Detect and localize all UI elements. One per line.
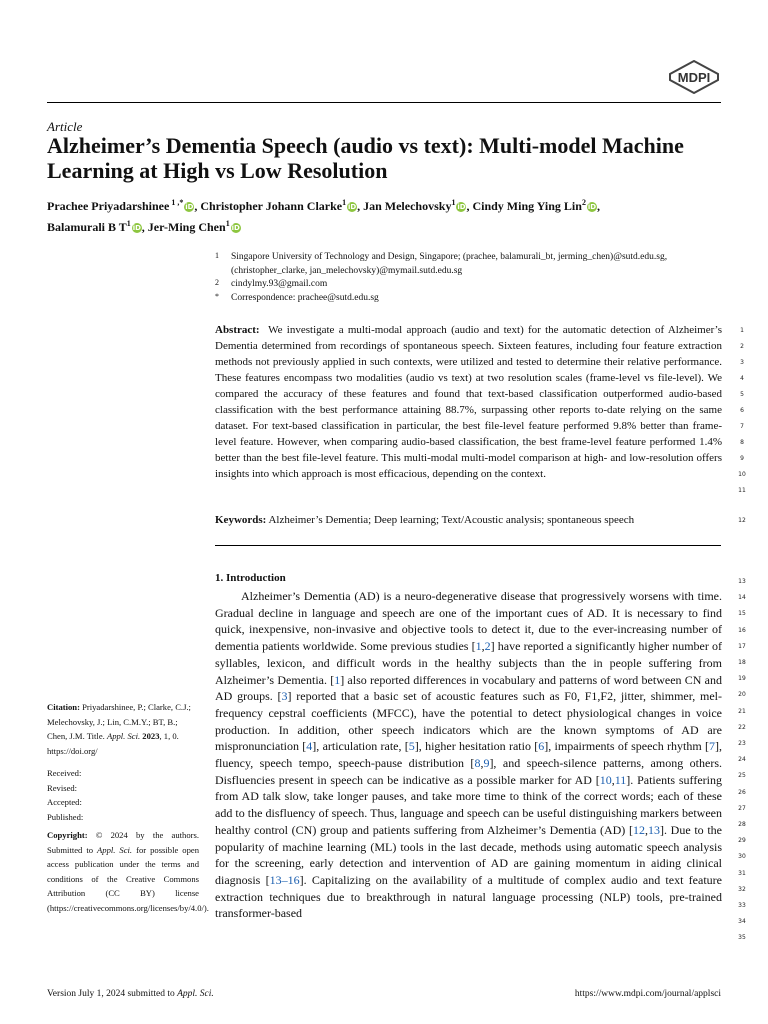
citation-link[interactable]: 13–16: [269, 872, 300, 887]
intro-text: ] reported that a basic set of acoustic features such as F0, F1,F2, jitter, shimmer, mel-frequency cepstral coefficients (MFCC), have the potential to detect physiological changes in voice production. In addition, other speech indicators which are the known symptoms of AD are mispronunciation [: [215, 689, 722, 754]
intro-text: ,: [481, 639, 485, 654]
mdpi-logo-text: MDPI: [677, 70, 711, 85]
affiliations: [215, 251, 725, 305]
article-type: Article: [47, 119, 83, 134]
line-number: 9: [740, 455, 744, 462]
citation-year: 2023: [142, 731, 160, 741]
intro-text: ]. Patients suffering from AD talk slow, take longer pauses, and take more time to think of the correct words; each of these add to the disfluency of speech. Thus, language and speech can be useful distinguishing markers between healthy control (CN) group and patients suffering from Alzheimer’s Dementia (AD) [: [215, 772, 722, 837]
footer-version-text: Version July 1, 2024 submitted to: [47, 989, 175, 999]
line-number: 13: [738, 578, 746, 585]
intro-text: ,: [480, 756, 484, 771]
line-number: 34: [738, 918, 746, 926]
intro-text: ] have reported a significantly higher number of syllables, lexicon, and difficult words in the healthy subjects than the in people suffering from Alzheimer’s Dementia. [: [215, 639, 723, 687]
intro-text: ], higher hesitation ratio [: [414, 739, 539, 754]
citation-link[interactable]: 6: [538, 739, 545, 754]
author-affiliation-marker: 1: [225, 219, 230, 228]
keywords-label: Keywords:: [215, 514, 267, 526]
intro-paragraph: [215, 588, 722, 922]
citation-link[interactable]: 1: [334, 672, 341, 687]
line-number: 30: [738, 853, 746, 861]
date-field: Accepted:: [47, 797, 82, 807]
keywords: [215, 512, 722, 528]
author-name: Balamurali B T: [47, 220, 127, 234]
author-name: Christopher Johann Clarke: [200, 199, 343, 213]
citation-doi-link[interactable]: https://doi.org/: [47, 745, 98, 756]
author-affiliation-marker: 1: [342, 198, 347, 207]
intro-text: ]. Capitalizing on the availability of a multitude of complex audio and text feature extraction techniques due to breakthrough in natural language processing (NLP) tools, pre-trained transformer-based: [215, 872, 722, 921]
citation-link[interactable]: 2: [484, 639, 491, 654]
line-number: 20: [738, 691, 746, 699]
line-number: 11: [738, 487, 746, 494]
footer-version: [47, 989, 214, 999]
author-name: Prachee Priyadarshinee: [47, 199, 170, 213]
citation-link[interactable]: 3: [281, 689, 288, 704]
affiliation-item: [215, 251, 725, 278]
keywords-text: Alzheimer’s Dementia; Deep learning; Text/Acoustic analysis; spontaneous speech: [268, 514, 635, 526]
citation-journal: Appl. Sci.: [106, 731, 141, 741]
author-affiliation-marker: 1: [126, 219, 131, 228]
intro-text: ], articulation rate, [: [312, 739, 409, 754]
line-number: 10: [738, 471, 746, 478]
line-number: 29: [738, 837, 746, 845]
section-heading: 1. Introduction: [215, 572, 286, 584]
paper-title: Alzheimer’s Dementia Speech (audio vs text): Multi-model Machine Learning at High vs Low Resolution: [47, 133, 684, 183]
line-number: 27: [738, 804, 746, 812]
date-field: Revised:: [47, 782, 78, 793]
author-name: Jer-Ming Chen: [147, 220, 226, 234]
affiliation-text: Singapore University of Technology and Design, Singapore; (prachee, balamurali_bt, jerming_chen)@sutd.edu.sg, (christopher_clarke, jan_melechovsky)@mymail.sutd.edu.sg: [231, 252, 668, 276]
line-number: 35: [738, 934, 746, 942]
abstract-label: Abstract:: [215, 324, 260, 336]
affiliation-text: cindylmy.93@gmail.com: [231, 279, 328, 289]
copyright-text: © 2024 by the authors. Submitted to: [47, 830, 199, 855]
citation-link[interactable]: 13: [647, 822, 660, 837]
orcid-icon[interactable]: iD: [457, 203, 466, 211]
line-number: 15: [738, 610, 746, 618]
line-number: 19: [738, 675, 746, 683]
abstract-text: We investigate a multi-modal approach (audio and text) for the automatic detection of Alzheimer’s Dementia determined from recordings of spontaneous speech. Sixteen features, including four feature extraction methods not previously applied in such contexts, were utilized and tested to determine their relative performance. These features encompass two modalities (audio vs text) at two resolution scales (frame-level vs file-level). We compared the accuracy of these features and found that text-based classification outperformed audio-based classification with the best performance attaining 88.7%, surpassing other reports to-date relying on the same dataset. For text-based classification in particular, the best file-level feature performed 9.8% better than frame-level feature. However, when comparing audio-based classification, the best frame-level feature performed 1.4% better than the best file-level feature. This multi-modal multi-model comparison at high- and low-resolution offers insights into which approach is most efficacious, depending on the context.: [215, 324, 722, 480]
intro-text: ]. Due to the popularity of machine learning (ML) tools in the last decade, methods using automatic speech analysis for the screening, early detection and intervention of AD are gaining momentum in aiding clinical diagnosis [: [215, 822, 723, 887]
line-number: 17: [738, 642, 746, 650]
citation-link[interactable]: 9: [483, 756, 490, 771]
citation-link[interactable]: 11: [614, 772, 627, 787]
citation-label: Citation:: [47, 702, 80, 712]
line-number: 4: [740, 375, 744, 382]
intro-text: ], impairments of speech rhythm [: [544, 739, 709, 754]
line-number: 7: [740, 423, 744, 430]
line-number: 22: [738, 723, 746, 731]
line-number: 5: [740, 391, 744, 398]
line-number: 2: [740, 343, 744, 350]
introduction-body: [215, 588, 722, 922]
header-rule: [47, 102, 721, 103]
affiliation-item: [215, 292, 725, 306]
author-affiliation-marker: 2: [581, 198, 586, 207]
intro-text: ] also reported differences in vocabulary and patterns of word between CN and AD groups. [: [215, 672, 722, 704]
orcid-icon[interactable]: iD: [132, 224, 141, 232]
intro-text: ,: [611, 772, 615, 787]
affiliation-text: Correspondence: prachee@sutd.edu.sg: [231, 292, 379, 303]
intro-text: ,: [644, 822, 648, 837]
citation-link[interactable]: 12: [632, 822, 645, 837]
abstract: [215, 322, 722, 482]
citation-link[interactable]: 5: [408, 739, 415, 754]
copyright-box: [47, 828, 209, 915]
citation-text: Priyadarshinee, P.; Clarke, C.J.; Melechovsky, J.; Lin, C.M.Y.; BT, B.; Chen, J.M. Title.: [47, 702, 191, 741]
footer-journal: Appl. Sci.: [177, 989, 214, 999]
line-number: 1: [740, 327, 744, 334]
orcid-icon[interactable]: iD: [185, 203, 194, 211]
citation-link[interactable]: 7: [709, 739, 715, 754]
line-number: 18: [738, 659, 746, 666]
affiliation-marker: 1: [215, 251, 219, 260]
orcid-icon[interactable]: iD: [231, 224, 240, 232]
citation-link[interactable]: 8: [474, 756, 481, 771]
line-number: 8: [740, 439, 744, 446]
intro-text: ], and speech-silence patterns, among others. Disfluencies present in speech can be indicative as a possible marker for AD [: [215, 756, 722, 787]
date-field: Published:: [47, 811, 84, 822]
intro-text: ], fluency, speech tempo, speech-pause distribution [: [215, 739, 722, 771]
author-list: Prachee Priyadarshinee $^{1 ,*}$ iD, Christopher Johann Clarke$^1$ iD, Jan Melechovsky$^1$ iD, Cindy Ming Ying Lin$^2$ iD, Balamurali B $T^1$ iD, Jer-Ming Chen$^1$ iD: [47, 198, 600, 234]
line-number: 3: [740, 359, 744, 366]
line-number: 6: [740, 407, 744, 414]
line-number: 14: [738, 594, 746, 602]
mdpi-logo: [667, 60, 721, 94]
line-number: 24: [738, 756, 746, 764]
section-rule: [215, 545, 721, 546]
line-number: 32: [738, 885, 746, 893]
author-affiliation-marker: 1: [451, 198, 456, 207]
line-number: 23: [738, 740, 746, 747]
copyright-license: for possible open access publication under the terms and conditions of the Creative Commons Attribution (CC BY) license (https://creativecommons.org/licenses/by/4.0/).: [47, 844, 209, 913]
affiliation-item: [215, 278, 725, 292]
copyright-label: Copyright:: [47, 830, 88, 840]
citation-link[interactable]: 4: [306, 739, 313, 754]
author-name: Cindy Ming Ying Lin: [472, 199, 582, 213]
line-number: 33: [738, 902, 746, 909]
line-numbers: [735, 0, 749, 1024]
citation-link[interactable]: 1: [475, 639, 482, 654]
author-affiliation-marker: 1 ,*: [169, 198, 184, 207]
citation-link[interactable]: 10: [599, 772, 612, 787]
line-number: 12: [738, 517, 746, 524]
citation-box: [47, 700, 199, 758]
affiliation-marker: 2: [215, 278, 219, 287]
line-number: 16: [738, 626, 746, 634]
orcid-icon[interactable]: iD: [348, 203, 357, 211]
footer-url[interactable]: https://www.mdpi.com/journal/applsci: [574, 989, 721, 999]
line-number: 26: [738, 788, 746, 796]
affiliation-marker: *: [215, 291, 219, 301]
orcid-icon[interactable]: iD: [587, 203, 597, 211]
copyright-journal: Appl. Sci.: [97, 844, 133, 855]
citation-volume: , 1, 0.: [159, 731, 179, 741]
author-name: Jan Melechovsky: [363, 199, 452, 213]
line-number: 28: [738, 821, 746, 828]
line-number: 21: [738, 707, 746, 715]
intro-text: Alzheimer’s Dementia (AD) is a neuro-degenerative disease that progressively worsens with time. Gradual decline in language and speech are one of the important cues of AD. It is necessary to find quick, inexpensive, non-invasive and objective tools to detect it, due to the ever-increasing number of dementia patients worldwide. Some previous studies [: [215, 589, 722, 654]
line-number: 31: [738, 869, 746, 877]
date-field: Received:: [47, 768, 82, 778]
dates-box: [47, 766, 199, 824]
line-number: 25: [738, 772, 746, 780]
